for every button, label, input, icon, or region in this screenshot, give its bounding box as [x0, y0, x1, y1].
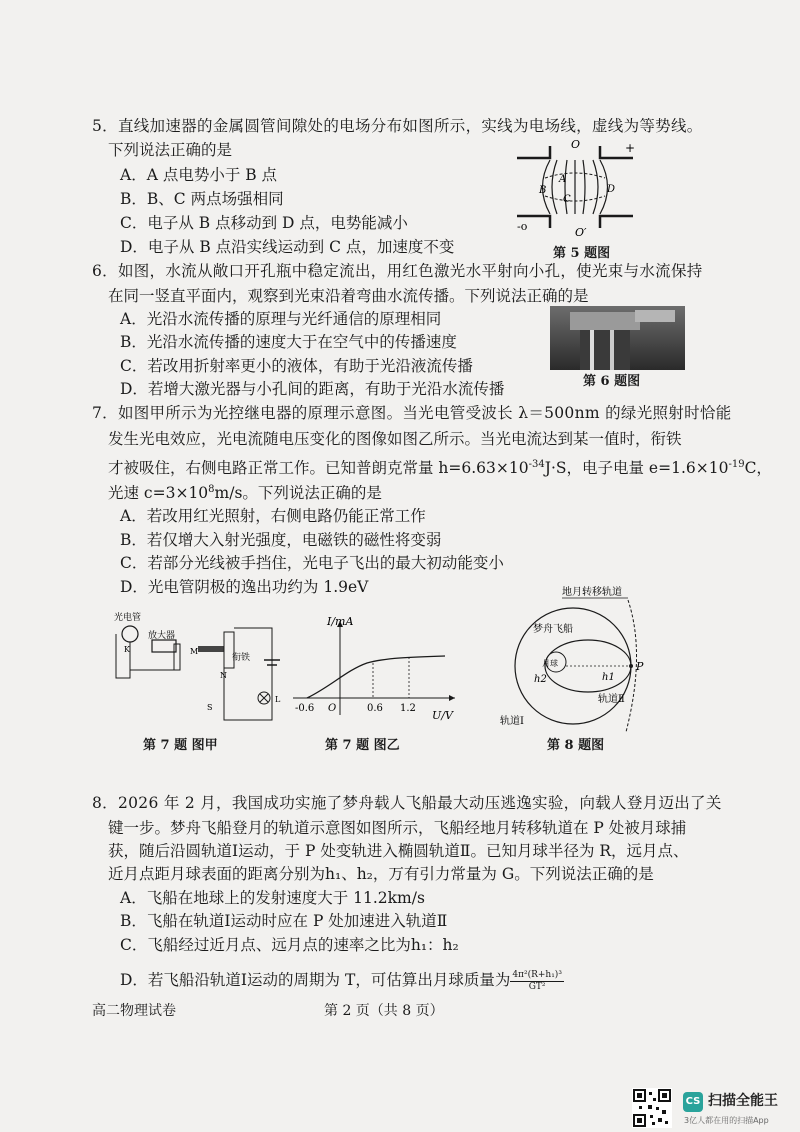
q7-label-armature: 衔铁: [232, 653, 251, 663]
q5-label-o-prime: O′: [575, 226, 587, 238]
q7-circuit-figure: [112, 610, 292, 730]
q8-label-orbit2: 轨道Ⅱ: [598, 694, 625, 705]
q6-stem-line2: 在同一竖直平面内，观察到光束沿着弯曲水流传播。下列说法正确的是: [108, 287, 589, 305]
q8-option-a: A．飞船在地球上的发射速度大于 11.2km/s: [120, 889, 425, 907]
qr-code-icon: [632, 1088, 672, 1128]
q8-option-d-text: D．若飞船沿轨道Ⅰ运动的周期为 T，可估算出月球质量为: [120, 971, 511, 989]
q5-label-b: B: [539, 185, 547, 196]
q7-label-tube: 光电管: [114, 613, 142, 623]
q7-stem3-exp1: -34: [528, 459, 545, 470]
q7-graph-ylabel: I/mA: [327, 615, 354, 628]
q7-graph-origin: O: [328, 703, 337, 714]
q8-stem-line1: 8．2026 年 2 月，我国成功实施了梦舟载人飞船最大动压逃逸实验，向载人登月迈出了关: [92, 794, 722, 812]
camscanner-brand: 扫描全能王: [708, 1093, 778, 1109]
q7-stem4-end: m/s。下列说法正确的是: [214, 484, 382, 503]
q7-graph-tick-2: 1.2: [400, 703, 416, 714]
q7-stem4-pre: 光速 c=3×10: [108, 484, 209, 503]
q7-graph-tick-neg: -0.6: [295, 703, 315, 714]
q7-option-c: C．若部分光线被手挡住，光电子飞出的最大初动能变小: [120, 554, 504, 572]
q8-option-d: [120, 968, 564, 993]
q7-option-a: A．若改用红光照射，右侧电路仍能正常工作: [120, 507, 426, 525]
q5-stem-line1: 5．直线加速器的金属圆管间隙处的电场分布如图所示，实线为电场线，虚线为等势线。: [92, 117, 703, 135]
q8-label-p: P: [636, 660, 644, 673]
q8-stem-line4: 近月点距月球表面的距离分别为h₁、h₂，万有引力常量为 G。下列说法正确的是: [108, 865, 654, 883]
q5-option-a: A．A 点电势小于 B 点: [120, 166, 278, 184]
q6-option-a: A．光沿水流传播的原理与光纤通信的原理相同: [120, 310, 442, 328]
q8-option-b: B．飞船在轨道Ⅰ运动时应在 P 处加速进入轨道Ⅱ: [120, 912, 448, 930]
q5-label-c: C: [563, 194, 571, 205]
q7-stem-line4: [108, 476, 382, 507]
q6-option-d: D．若增大激光器与小孔间的距离，有助于光沿水流传播: [120, 380, 505, 398]
camscanner-tagline: 3亿人都在用的扫描App: [684, 1116, 769, 1125]
q7-figure-b-caption: 第 7 题 图乙: [325, 738, 400, 753]
q7-label-l: L: [275, 695, 281, 704]
q5-label-o: O: [571, 138, 581, 151]
q7-stem3-end: C，: [744, 459, 772, 478]
q7-label-m: M: [190, 647, 199, 656]
q7-stem4-exp: 8: [208, 484, 215, 495]
q6-figure-caption: 第 6 题图: [583, 374, 641, 389]
q8-label-moon: 月球: [542, 659, 558, 668]
camscanner-logo-icon: CS: [683, 1092, 703, 1112]
q8-stem-line3: 获，随后沿圆轨道Ⅰ运动，于 P 处变轨进入椭圆轨道Ⅱ。已知月球半径为 R，远月点、: [108, 842, 689, 860]
q7-stem-line1: 7．如图甲所示为光控继电器的原理示意图。当光电管受波长 λ＝500nm 的绿光照射时恰能: [92, 404, 732, 422]
q7-option-b: B．若仅增大入射光强度，电磁铁的磁性将变弱: [120, 531, 442, 549]
q5-label-plus: +: [625, 141, 635, 155]
q8-fraction-numerator: 4π²(R+h₁)³: [512, 969, 562, 980]
q8-fraction-denominator: GT²: [528, 981, 546, 992]
q8-label-h1: h1: [602, 672, 615, 683]
footer-page-number: 第 2 页（共 8 页）: [324, 1003, 444, 1019]
q8-figure-caption: 第 8 题图: [547, 738, 605, 753]
q5-label-minus: -o: [517, 220, 528, 233]
q7-iu-graph: [285, 615, 465, 725]
q8-label-orbit1: 轨道Ⅰ: [500, 716, 524, 727]
q6-option-c: C．若改用折射率更小的液体，有助于光沿液流传播: [120, 357, 473, 375]
q5-option-d: D．电子从 B 点沿实线运动到 C 点，加速度不变: [120, 238, 455, 256]
q7-stem3-mid: J·S，电子电量 e=1.6×10: [544, 459, 729, 478]
q5-option-c: C．电子从 B 点移动到 D 点，电势能减小: [120, 214, 408, 232]
q7-stem-line2: 发生光电效应，光电流随电压变化的图像如图乙所示。当光电流达到某一值时，衔铁: [108, 430, 682, 448]
q5-field-figure: [515, 138, 635, 238]
q8-option-d-fraction: [510, 970, 564, 993]
q7-stem3-pre: 才被吸住，右侧电路正常工作。已知普朗克常量 h=6.63×10: [108, 459, 529, 478]
footer-subject: 高二物理试卷: [92, 1003, 176, 1019]
q7-label-s: S: [207, 703, 213, 712]
q6-photo: [550, 306, 685, 370]
q7-figure-a-caption: 第 7 题 图甲: [143, 738, 218, 753]
q5-figure-caption: 第 5 题图: [553, 246, 611, 261]
q5-label-d: D: [607, 184, 616, 195]
q7-option-d: D．光电管阴极的逸出功约为 1.9eV: [120, 578, 369, 596]
q7-graph-tick-1: 0.6: [367, 703, 383, 714]
q5-stem-line2: 下列说法正确的是: [108, 141, 233, 159]
q7-label-amp: 放大器: [148, 631, 176, 641]
q8-label-h2: h2: [534, 674, 547, 685]
q7-graph-curve: [307, 656, 445, 698]
q7-label-n: N: [220, 671, 227, 680]
q8-option-c: C．飞船经过近月点、远月点的速率之比为h₁：h₂: [120, 936, 459, 954]
q5-option-b: B．B、C 两点场强相同: [120, 190, 284, 208]
q8-label-transfer: 地月转移轨道: [562, 587, 622, 598]
q6-stem-line1: 6．如图，水流从敞口开孔瓶中稳定流出，用红色激光水平射向小孔，使光束与水流保持: [92, 262, 703, 280]
q8-orbit-figure: [478, 584, 668, 734]
q8-stem-line2: 键一步。梦舟飞船登月的轨道示意图如图所示，飞船经地月转移轨道在 P 处被月球捕: [108, 819, 687, 837]
q7-label-k: K: [124, 645, 130, 654]
q7-graph-xlabel: U/V: [432, 709, 453, 722]
q5-label-a: A: [559, 174, 567, 185]
q7-stem3-exp2: -19: [728, 459, 745, 470]
q8-label-ship: 梦舟飞船: [533, 624, 573, 635]
q6-option-b: B．光沿水流传播的速度大于在空气中的传播速度: [120, 333, 457, 351]
